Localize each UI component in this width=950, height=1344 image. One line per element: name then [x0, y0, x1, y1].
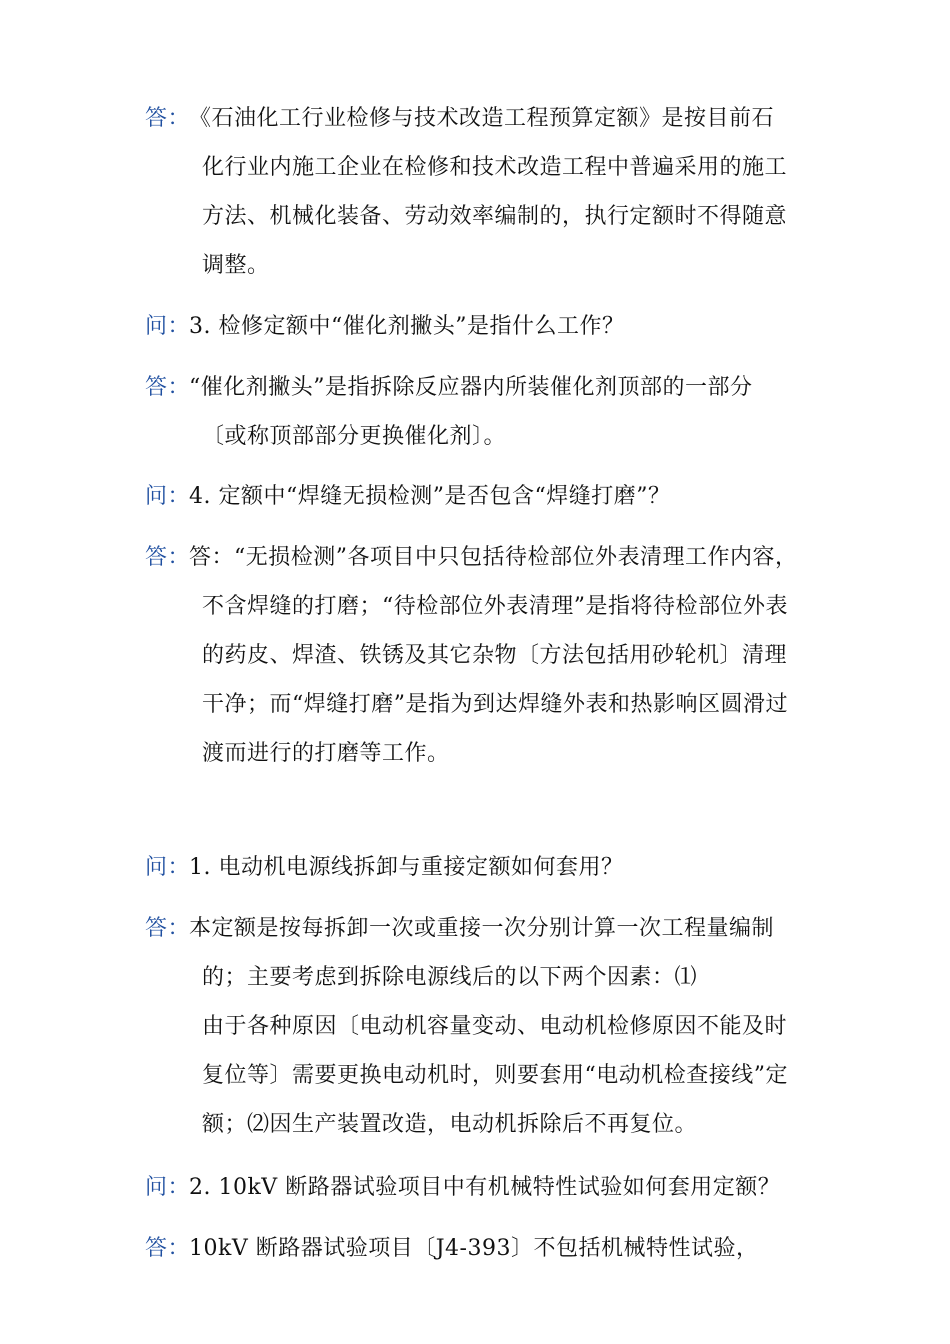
text-line: “催化剂撇头”是指拆除反应器内所装催化剂顶部的一部分: [189, 375, 753, 400]
question-block-3: [145, 302, 825, 351]
answer-label: 答：: [145, 375, 191, 400]
text-line: 额；⑵因生产装置改造，电动机拆除后不再复位。: [202, 1112, 698, 1137]
text-line: 渡而进行的打磨等工作。: [202, 741, 450, 766]
question-block-2: [145, 1163, 825, 1212]
question-label: 问：: [145, 855, 191, 880]
text-line: 方法、机械化装备、劳动效率编制的，执行定额时不得随意: [202, 204, 788, 229]
text-line: 〔或称顶部部分更换催化剂〕。: [202, 424, 507, 449]
answer-label: 答：: [145, 545, 191, 570]
text-line: 《石油化工行业检修与技术改造工程预算定额》是按目前石: [189, 106, 775, 131]
text-line: 2. 10kV 断路器试验项目中有机械特性试验如何套用定额？: [189, 1175, 781, 1200]
text-line: 10kV 断路器试验项目〔J4-393〕不包括机械特性试验，: [189, 1236, 759, 1261]
text-line: 干净；而“焊缝打磨”是指为到达焊缝外表和热影响区圆滑过: [202, 692, 788, 717]
text-line: 4. 定额中“焊缝无损检测”是否包含“焊缝打磨”？: [189, 484, 671, 509]
question-block-4: [145, 472, 825, 521]
question-block-1: [145, 843, 825, 892]
text-line: 1. 电动机电源线拆卸与重接定额如何套用？: [189, 855, 624, 880]
answer-block-quota-basis: [145, 94, 825, 290]
answer-block-2: [145, 1224, 825, 1273]
text-line: 的；主要考虑到拆除电源线后的以下两个因素：⑴: [202, 965, 698, 990]
text-line: 由于各种原因〔电动机容量变动、电动机检修原因不能及时: [202, 1014, 788, 1039]
question-label: 问：: [145, 484, 191, 509]
text-line: 不含焊缝的打磨；“待检部位外表清理”是指将待检部位外表: [202, 594, 788, 619]
question-label: 问：: [145, 1175, 191, 1200]
text-line: 3. 检修定额中“催化剂撇头”是指什么工作？: [189, 314, 625, 339]
text-line: 复位等〕需要更换电动机时，则要套用“电动机检查接线”定: [202, 1063, 788, 1088]
answer-label: 答：: [145, 916, 191, 941]
text-line: 本定额是按每拆卸一次或重接一次分别计算一次工程量编制: [189, 916, 775, 941]
text-line: 化行业内施工企业在检修和技术改造工程中普遍采用的施工: [202, 155, 788, 180]
text-line: 的药皮、焊渣、铁锈及其它杂物〔方法包括用砂轮机〕清理: [202, 643, 788, 668]
text-line: 调整。: [202, 253, 270, 278]
answer-label: 答：: [145, 1236, 191, 1261]
answer-block-1: [145, 904, 825, 1149]
question-label: 问：: [145, 314, 191, 339]
answer-block-3: [145, 363, 825, 461]
answer-label: 答：: [145, 106, 191, 131]
text-line: 答：“无损检测”各项目中只包括待检部位外表清理工作内容，: [189, 545, 798, 570]
answer-block-4: [145, 533, 825, 778]
